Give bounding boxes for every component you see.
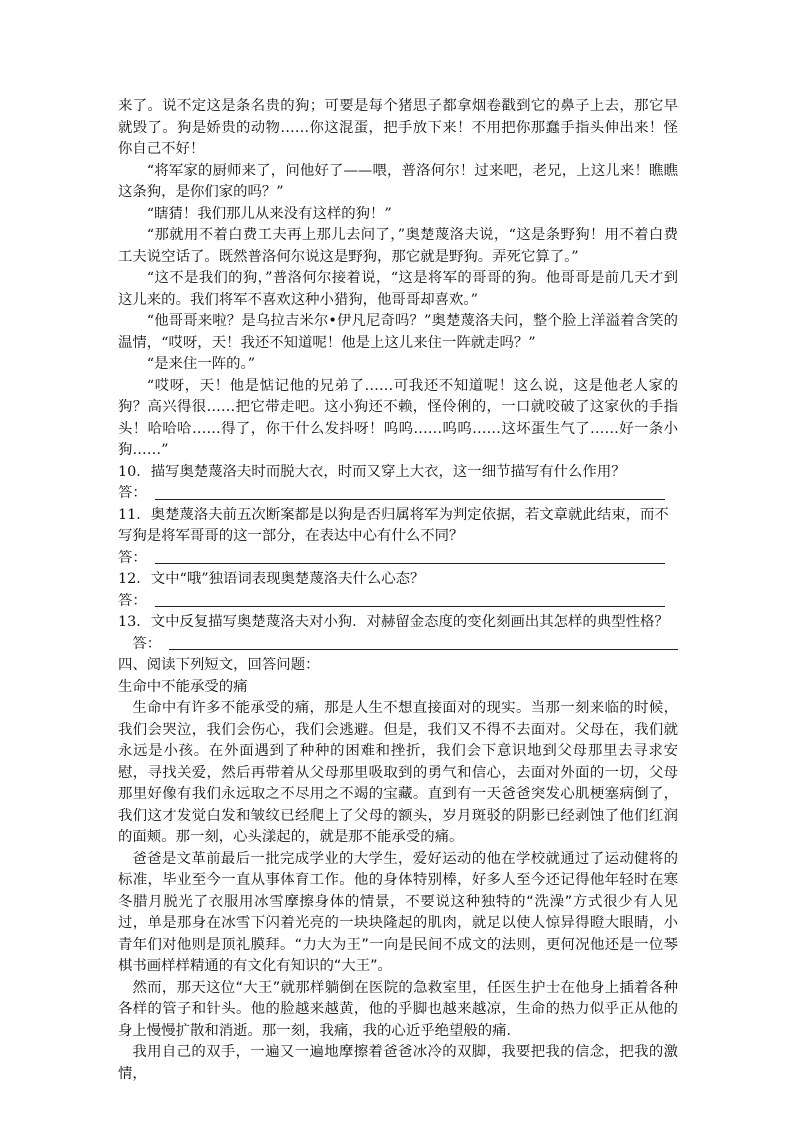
answer-11[interactable] — [118, 548, 678, 570]
question-10: 10．描写奥楚蔑洛夫时而脱大衣，时而又穿上大衣，这一细节描写有什么作用？ — [118, 463, 626, 480]
answer-label: 答： — [118, 485, 147, 501]
story-paragraph-2: “将军家的厨师来了，问他好了——喂，普洛何尔！过来吧，老兄，上这儿来！瞧瞧这条狗，是你们家的吗？” — [118, 162, 678, 200]
question-13: 13．文中反复描写奥楚蔑洛夫对小狗．对赫留金态度的变化刻画出其怎样的典型性格？ — [118, 614, 669, 630]
essay-title: 生命中不能承受的痛 — [118, 678, 248, 695]
essay-paragraph-3: 然而，那天这位“大王”就那样躺倒在医院的急救室里，任医生护士在他身上插着各种各样的管子和针头。他的脸越来越黄，他的乎脚也越来越凉，生命的热力似乎正从他的身上慢慢扩散和消逝。那一刻，我痛，我的心近乎绝望般的痛． — [118, 979, 678, 1039]
document-page — [118, 96, 678, 1085]
answer-line[interactable] — [155, 498, 665, 500]
answer-10[interactable] — [118, 483, 678, 505]
answer-label: 答： — [132, 635, 162, 652]
essay-paragraph-2: 爸爸是文革前最后一批完成学业的大学生，爱好运动的他在学校就通过了运动健将的标准，毕业至今一直从事体育工作。他的身体特别棒，好多人至今还记得他年轻时在寒冬腊月脱光了衣服用冰雪摩擦身体的情景，不要说这种独特的“洗澡”方式很少有人见过，单是那身在冰雪下闪着光亮的一块块隆起的肌肉，就足以使人惊异得瞪大眼睛，小青年们对他则是顶礼膜拜。“力大为王”一向是民间不成文的法则，更何况他还是一位琴棋书画样样精通的有文化有知识的“大王”。 — [118, 850, 678, 974]
questions-block — [118, 462, 678, 656]
answer-12[interactable] — [118, 591, 678, 613]
answer-line[interactable] — [155, 562, 665, 564]
answer-13[interactable] — [118, 634, 678, 656]
question-12: 12．文中“哦”独语词表现奥楚蔑洛夫什么心态？ — [118, 571, 425, 587]
story-excerpt — [118, 96, 678, 462]
story-paragraph-4: “那就用不着白费工夫再上那儿去问了，”奥楚蔑洛夫说，“这是条野狗！用不着白费工夫说空话了。既然普洛何尔说这是野狗，那它就是野狗。弄死它算了。” — [118, 227, 678, 265]
section-heading: 四、阅读下列短文，回答问题： — [118, 657, 320, 673]
answer-label: 答： — [118, 549, 147, 566]
story-paragraph-1: 来了。说不定这是条名贵的狗；可要是每个猪思子都拿烟卷戳到它的鼻子上去，那它早就毁了。狗是娇贵的动物……你这混蛋，把手放下来！不用把你那蠢手指头伸出来！怪你自己不好！ — [118, 98, 678, 157]
story-paragraph-3: “瞎猜！我们那儿从来没有这样的狗！” — [146, 205, 392, 222]
story-paragraph-7: “是来住一阵的。” — [146, 356, 256, 372]
section-four — [118, 655, 678, 1085]
essay-paragraph-4: 我用自己的双手，一遍又一遍地摩擦着爸爸冰冷的双脚，我要把我的信念，把我的激情， — [118, 1044, 678, 1082]
question-11: 11．奥楚蔑洛夫前五次断案都是以狗是否归属将军为判定依据，若文章就此结束，而不写狗是将军哥哥的这一部分，在表达中心有什么不同？ — [118, 506, 669, 544]
story-paragraph-6: “他哥哥来啦？是乌拉吉米尔•伊凡尼奇吗？”奥楚蔑洛夫问，整个脸上洋溢着含笑的温情，“哎呀，天！我还不知道呢！他是上这儿来住一阵就走吗？” — [118, 313, 678, 351]
essay-paragraph-1: 生命中有许多不能承受的痛，那是人生不想直接面对的现实。当那一刻来临的时候，我们会哭泣，我们会伤心，我们会逃避。但是，我们又不得不去面对。父母在，我们就永远是小孩。在外面遇到了种种的困难和挫折，我们会下意识地到父母那里去寻求安慰，寻找关爱，然后再带着从父母那里吸取到的勇气和信心，去面对外面的一切，父母那里好像有我们永远取之不尽用之不竭的宝藏。直到有一天爸爸突发心肌梗塞病倒了，我们这才发觉白发和皱纹已经爬上了父母的额头，岁月斑驳的阴影已经剥蚀了他们红润的面颊。那一刻，心头漾起的，就是那不能承受的痛。 — [118, 700, 678, 845]
story-paragraph-8: “哎呀，天！他是惦记他的兄弟了……可我还不知道呢！这么说，这是他老人家的狗？高兴得很……把它带走吧。这小狗还不赖，怪伶俐的，一口就咬破了这家伙的手指头！哈哈哈……得了，你干什么发抖呀！呜呜……呜呜……这坏蛋生气了……好一条小狗……” — [118, 377, 678, 458]
answer-line[interactable] — [169, 648, 678, 650]
answer-line[interactable] — [155, 605, 665, 607]
answer-label: 答： — [118, 592, 147, 609]
story-paragraph-5: “这不是我们的狗，”普洛何尔接着说，“这是将军的哥哥的狗。他哥哥是前几天才到这儿来的。我们将军不喜欢这种小猎狗，他哥哥却喜欢。” — [118, 270, 678, 308]
